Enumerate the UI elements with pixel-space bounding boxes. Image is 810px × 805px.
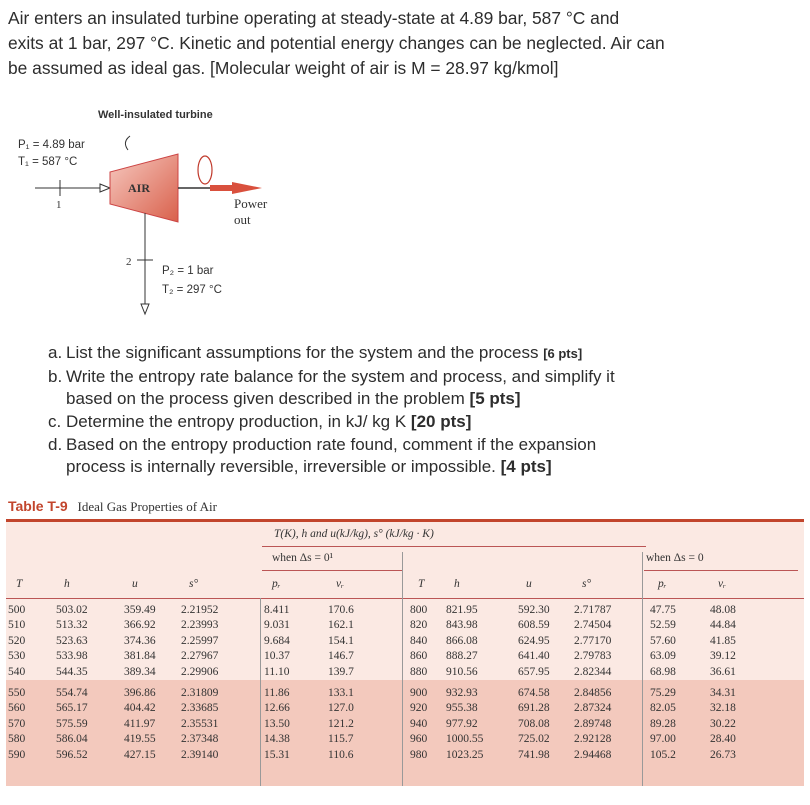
table-cell: 12.66 xyxy=(264,702,290,715)
table-cell: 2.74504 xyxy=(574,619,612,632)
table-cell: 2.84856 xyxy=(574,687,612,699)
power-arrow-shaft xyxy=(210,185,234,191)
table-cell: 2.39140 xyxy=(181,748,219,761)
table-cell: 2.27967 xyxy=(181,650,219,663)
table-cell: 404.42 xyxy=(124,702,156,715)
table-cell: 554.74 xyxy=(56,687,88,699)
table-heading xyxy=(8,498,217,515)
table-cell: 1000.55 xyxy=(446,733,484,746)
table-cell: 170.6 xyxy=(328,604,354,616)
column-header: T xyxy=(16,578,23,590)
table-cell: 880 xyxy=(410,665,428,678)
table-cell: 15.31 xyxy=(264,748,290,761)
table-cell: 374.36 xyxy=(124,634,156,647)
inlet-arrow xyxy=(100,184,110,192)
table-cell: 2.87324 xyxy=(574,702,612,715)
table-cell: 34.31 xyxy=(710,687,736,699)
when-left: when Δs = 0¹ xyxy=(272,552,334,564)
right-divider xyxy=(642,552,643,786)
table-cell: 510 xyxy=(8,619,26,632)
table-cell: 821.95 xyxy=(446,604,478,616)
table-cell: 154.1 xyxy=(328,634,354,647)
table-cell: 39.12 xyxy=(710,650,736,663)
table-cell: 586.04 xyxy=(56,733,88,746)
table-cell: 36.61 xyxy=(710,665,736,678)
problem-line: Air enters an insulated turbine operating at steady-state at 4.89 bar, 587 °C and xyxy=(8,8,620,28)
table-cell: 820 xyxy=(410,619,428,632)
question-text: Determine the entropy production, in kJ/ kg K xyxy=(66,412,411,431)
problem-line: be assumed as ideal gas. [Molecular weight of air is M = 28.97 kg/kmol] xyxy=(8,58,559,78)
table-cell: 955.38 xyxy=(446,702,478,715)
table-cell: 2.37348 xyxy=(181,733,219,746)
table-cell: 500 xyxy=(8,604,26,616)
table-cell: 2.21952 xyxy=(181,604,219,616)
column-header: s° xyxy=(189,578,199,590)
table-cell: 89.28 xyxy=(650,717,676,730)
table-cell: 82.05 xyxy=(650,702,676,715)
table-cell: 888.27 xyxy=(446,650,478,663)
table-cell: 1023.25 xyxy=(446,748,484,761)
question-text-continued: process is internally reversible, irreversible or impossible. xyxy=(66,457,501,476)
inlet-temperature: T₁ = 587 °C xyxy=(18,156,78,168)
column-header: u xyxy=(526,578,532,590)
table-cell: 503.02 xyxy=(56,604,88,616)
column-header: T xyxy=(418,578,425,590)
question-label: a. xyxy=(48,343,63,362)
question-points: [5 pts] xyxy=(469,389,521,408)
table-cell: 741.98 xyxy=(518,748,550,761)
table-cell: 133.1 xyxy=(328,687,354,699)
table-cell: 641.40 xyxy=(518,650,550,663)
table-cell: 544.35 xyxy=(56,665,88,678)
column-header: h xyxy=(64,578,70,590)
power-arrow-icon xyxy=(232,182,262,194)
table-cell: 411.97 xyxy=(124,717,156,730)
table-cell: 608.59 xyxy=(518,619,550,632)
exit-number: 2 xyxy=(126,256,132,268)
table-cell: 520 xyxy=(8,634,26,647)
table-cell: 920 xyxy=(410,702,428,715)
table-cell: 900 xyxy=(410,687,428,699)
when-right: when Δs = 0 xyxy=(646,552,704,564)
question-c xyxy=(48,411,748,433)
table-cell: 97.00 xyxy=(650,733,676,746)
question-b xyxy=(48,366,748,410)
question-d xyxy=(48,434,748,478)
table-cell: 691.28 xyxy=(518,702,550,715)
question-text: List the significant assumptions for the system and the process xyxy=(66,343,544,362)
header-bottom-rule xyxy=(6,598,804,599)
table-cell: 570 xyxy=(8,717,26,730)
table-cell: 63.09 xyxy=(650,650,676,663)
table-cell: 41.85 xyxy=(710,634,736,647)
table-cell: 960 xyxy=(410,733,428,746)
table-cell: 427.15 xyxy=(124,748,156,761)
table-cell: 2.77170 xyxy=(574,634,612,647)
table-cell: 75.29 xyxy=(650,687,676,699)
table-cell: 115.7 xyxy=(328,733,354,746)
column-header: vᵣ xyxy=(718,578,726,590)
table-cell: 9.684 xyxy=(264,634,290,647)
table-cell: 674.58 xyxy=(518,687,550,699)
air-label: AIR xyxy=(128,181,151,195)
out-label: out xyxy=(234,212,251,227)
when-right-rule xyxy=(644,570,798,571)
turbine-diagram xyxy=(0,100,330,325)
table-cell: 523.63 xyxy=(56,634,88,647)
table-cell: 2.35531 xyxy=(181,717,219,730)
table-cell: 68.98 xyxy=(650,665,676,678)
table-cell: 708.08 xyxy=(518,717,550,730)
table-cell: 2.71787 xyxy=(574,604,612,616)
question-points: [20 pts] xyxy=(410,412,472,431)
table-cell: 30.22 xyxy=(710,717,736,730)
table-cell: 533.98 xyxy=(56,650,88,663)
table-cell: 162.1 xyxy=(328,619,354,632)
table-cell: 2.23993 xyxy=(181,619,219,632)
table-cell: 146.7 xyxy=(328,650,354,663)
table-cell: 2.82344 xyxy=(574,665,612,678)
table-cell: 419.55 xyxy=(124,733,156,746)
table-cell: 565.17 xyxy=(56,702,88,715)
middle-divider xyxy=(402,552,403,786)
table-cell: 580 xyxy=(8,733,26,746)
table-cell: 530 xyxy=(8,650,26,663)
question-a xyxy=(48,342,748,365)
table-cell: 592.30 xyxy=(518,604,550,616)
table-cell: 28.40 xyxy=(710,733,736,746)
table-cell: 44.84 xyxy=(710,619,736,632)
inlet-number: 1 xyxy=(56,199,62,211)
table-cell: 366.92 xyxy=(124,619,156,632)
table-title: Ideal Gas Properties of Air xyxy=(77,499,217,514)
rotation-arrow-icon xyxy=(198,156,212,184)
table-cell: 932.93 xyxy=(446,687,478,699)
table-cell: 860 xyxy=(410,650,428,663)
table-cell: 381.84 xyxy=(124,650,156,663)
exit-arrow xyxy=(141,304,149,314)
column-header: vᵣ xyxy=(336,578,344,590)
table-cell: 2.89748 xyxy=(574,717,612,730)
table-cell: 139.7 xyxy=(328,665,354,678)
turbine-diagram-svg xyxy=(0,100,330,325)
question-list xyxy=(48,342,748,479)
table-number: Table T-9 xyxy=(8,498,68,514)
table-cell: 940 xyxy=(410,717,428,730)
table-cell: 657.95 xyxy=(518,665,550,678)
question-label: c. xyxy=(48,412,62,431)
table-cell: 57.60 xyxy=(650,634,676,647)
table-cell: 389.34 xyxy=(124,665,156,678)
units-rule xyxy=(262,546,646,547)
left-divider xyxy=(260,598,261,786)
table-cell: 560 xyxy=(8,702,26,715)
table-cell: 121.2 xyxy=(328,717,354,730)
exit-pressure: P₂ = 1 bar xyxy=(162,265,214,277)
table-cell: 8.411 xyxy=(264,604,290,616)
table-cell: 359.49 xyxy=(124,604,156,616)
table-cell: 26.73 xyxy=(710,748,736,761)
table-cell: 48.08 xyxy=(710,604,736,616)
table-cell: 800 xyxy=(410,604,428,616)
question-points: [4 pts] xyxy=(500,457,552,476)
table-cell: 843.98 xyxy=(446,619,478,632)
table-cell: 575.59 xyxy=(56,717,88,730)
question-points: [6 pts] xyxy=(543,346,583,361)
table-cell: 32.18 xyxy=(710,702,736,715)
table-cell: 10.37 xyxy=(264,650,290,663)
table-cell: 725.02 xyxy=(518,733,550,746)
question-label: d. xyxy=(48,435,63,454)
table-cell: 2.92128 xyxy=(574,733,612,746)
table-cell: 2.25997 xyxy=(181,634,219,647)
problem-line: exits at 1 bar, 297 °C. Kinetic and potential energy changes can be neglected. Air can xyxy=(8,33,665,53)
column-header: s° xyxy=(582,578,592,590)
table-cell: 2.31809 xyxy=(181,687,219,699)
column-header: u xyxy=(132,578,138,590)
question-text: Based on the entropy production rate found, comment if the expansion xyxy=(66,435,597,454)
table-cell: 840 xyxy=(410,634,428,647)
table-cell: 11.86 xyxy=(264,687,290,699)
table-cell: 977.92 xyxy=(446,717,478,730)
table-cell: 396.86 xyxy=(124,687,156,699)
table-cell: 110.6 xyxy=(328,748,354,761)
question-label: b. xyxy=(48,367,63,386)
table-cell: 596.52 xyxy=(56,748,88,761)
pointer-line xyxy=(125,136,130,150)
figure-title: Well-insulated turbine xyxy=(98,109,213,121)
table-cell: 866.08 xyxy=(446,634,478,647)
table-cell: 2.94468 xyxy=(574,748,612,761)
table-cell: 624.95 xyxy=(518,634,550,647)
exit-temperature: T₂ = 297 °C xyxy=(162,284,222,296)
table-cell: 513.32 xyxy=(56,619,88,632)
question-text-continued: based on the process given described in the problem xyxy=(66,389,470,408)
column-header: h xyxy=(454,578,460,590)
table-cell: 980 xyxy=(410,748,428,761)
table-cell: 13.50 xyxy=(264,717,290,730)
table-cell: 47.75 xyxy=(650,604,676,616)
column-header: pᵣ xyxy=(658,578,667,590)
table-cell: 14.38 xyxy=(264,733,290,746)
table-cell: 910.56 xyxy=(446,665,478,678)
table-cell: 105.2 xyxy=(650,748,676,761)
table-cell: 52.59 xyxy=(650,619,676,632)
table-cell: 550 xyxy=(8,687,26,699)
table-cell: 2.29906 xyxy=(181,665,219,678)
question-text: Write the entropy rate balance for the system and process, and simplify it xyxy=(66,367,615,386)
problem-statement xyxy=(8,6,798,81)
table-cell: 11.10 xyxy=(264,665,290,678)
units-header: T(K), h and u(kJ/kg), s° (kJ/kg · K) xyxy=(274,528,434,540)
table-cell: 127.0 xyxy=(328,702,354,715)
table-cell: 2.79783 xyxy=(574,650,612,663)
column-header: pᵣ xyxy=(272,578,281,590)
when-left-rule xyxy=(262,570,402,571)
table-cell: 590 xyxy=(8,748,26,761)
table-cell: 2.33685 xyxy=(181,702,219,715)
table-cell: 540 xyxy=(8,665,26,678)
table-cell: 9.031 xyxy=(264,619,290,632)
inlet-pressure: P₁ = 4.89 bar xyxy=(18,139,85,151)
power-label: Power xyxy=(234,196,268,211)
